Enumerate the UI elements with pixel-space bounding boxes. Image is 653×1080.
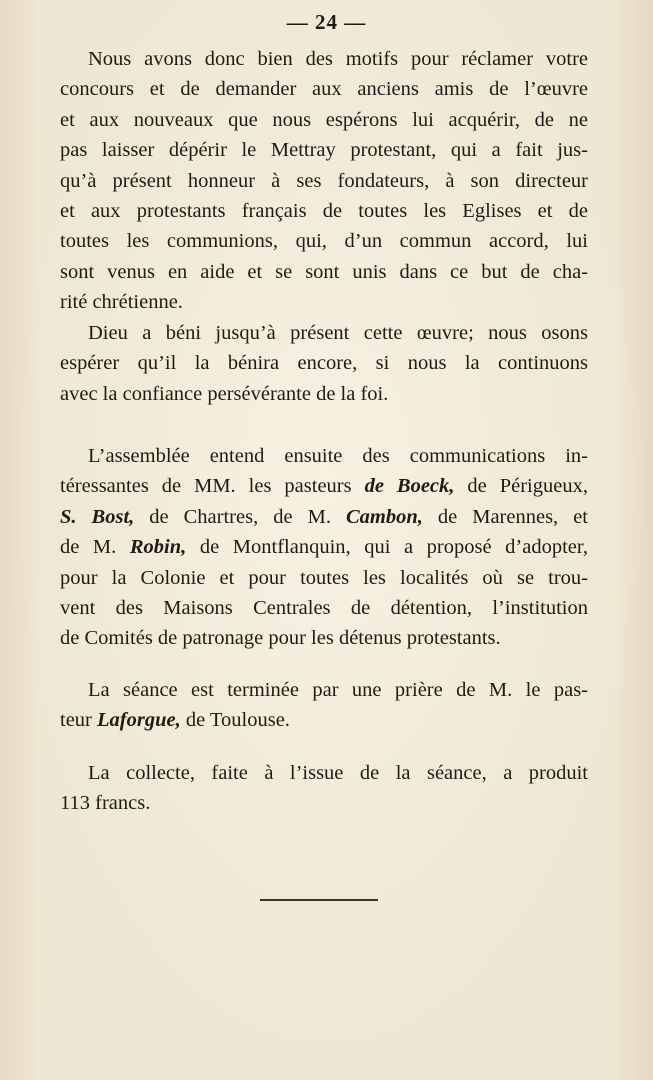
- bleed-through-texture: [72, 830, 592, 858]
- text-line: pas laisser dépérir le Mettray protestant, qui a fait jus-: [60, 139, 588, 162]
- text-line: vent des Maisons Centrales de détention, l’institution: [60, 597, 588, 620]
- text-line: Dieu a béni jusqu’à présent cette œuvre; nous osons: [88, 322, 588, 344]
- text-line: toutes les communions, qui, d’un commun accord, lui: [60, 230, 588, 253]
- paragraph-appeal: [60, 44, 588, 318]
- text-line: La séance est terminée par une prière de M. le pas-: [88, 679, 588, 701]
- paragraph-collection: [60, 758, 588, 819]
- page-number: — 24 —: [286, 10, 367, 34]
- text-line: téressantes de MM. les pasteurs de Boeck, de Périgueux,: [60, 475, 588, 498]
- text-line: L’assemblée entend ensuite des communications in-: [88, 445, 588, 467]
- text-line: concours et de demander aux anciens amis de l’œuvre: [60, 78, 588, 101]
- text-line: rité chrétienne.: [60, 291, 183, 314]
- text-line: sont venus en aide et se sont unis dans ce but de cha-: [60, 260, 588, 283]
- text-line: de M. Robin, de Montflanquin, qui a proposé d’adopter,: [60, 536, 588, 559]
- text-line: pour la Colonie et pour toutes les localités où se trou-: [60, 566, 588, 589]
- text-line: espérer qu’il la bénira encore, si nous la continuons: [60, 352, 588, 375]
- paragraph-blessing: [60, 318, 588, 409]
- text-line: Nous avons donc bien des motifs pour réclamer votre: [88, 48, 588, 70]
- text-line: S. Bost, de Chartres, de M. Cambon, de Marennes, et: [60, 505, 588, 528]
- text-line: avec la confiance persévérante de la foi.: [60, 382, 389, 405]
- paragraph-closing-prayer: [60, 675, 588, 736]
- text-line: et aux nouveaux que nous espérons lui acquérir, de ne: [60, 108, 588, 131]
- text-line: de Comités de patronage pour les détenus protestants.: [60, 627, 501, 650]
- text-line: qu’à présent honneur à ses fondateurs, à son directeur: [60, 169, 588, 192]
- text-line: teur Laforgue, de Toulouse.: [60, 709, 290, 732]
- paragraph-communications: [60, 441, 588, 654]
- text-line: 113 francs.: [60, 792, 151, 815]
- text-line: et aux protestants français de toutes les Eglises et de: [60, 200, 588, 223]
- text-line: La collecte, faite à l’issue de la séance, a produit: [88, 762, 588, 784]
- section-divider-rule: [260, 899, 378, 901]
